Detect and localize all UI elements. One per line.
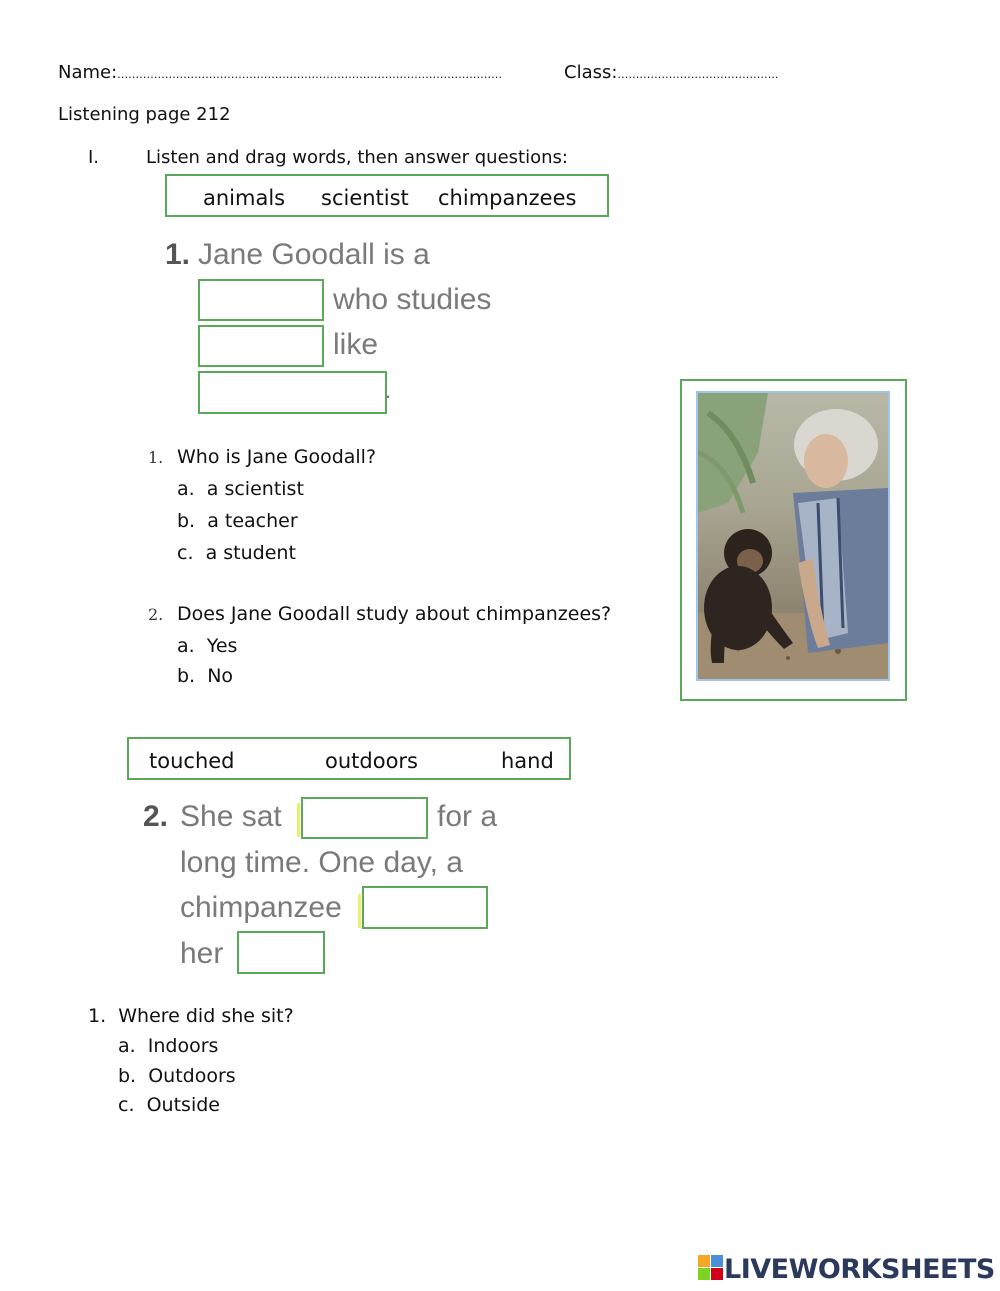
drop-box-4[interactable] xyxy=(301,797,428,839)
q3-option-a[interactable]: a. Indoors xyxy=(118,1035,219,1057)
question-2-text: Does Jane Goodall study about chimpanzees? xyxy=(177,603,612,625)
word-bank-1 xyxy=(165,174,609,217)
goodall-chimp-photo xyxy=(696,391,890,681)
q3-option-c[interactable]: c. Outside xyxy=(118,1094,220,1116)
name-label: Name:…………………………………………………………………………………………… xyxy=(58,62,503,83)
question-3-number: 1. xyxy=(88,1005,107,1027)
drag-word-scientist[interactable]: scientist xyxy=(321,186,409,210)
q2-option-a[interactable]: a. Yes xyxy=(177,635,238,657)
question-3 xyxy=(88,1005,294,1027)
question-2-number: 2. xyxy=(148,605,164,624)
section-numeral: I. xyxy=(88,147,100,168)
photo-frame xyxy=(680,379,907,701)
class-label: Class:…………………………………….. xyxy=(564,62,779,83)
liveworksheets-logo: LIVEWORKSHEETS xyxy=(698,1254,995,1288)
drop-box-1[interactable] xyxy=(198,279,324,321)
passage-1-line1: Jane Goodall is a xyxy=(198,238,430,271)
passage-2-number: 2. xyxy=(143,800,169,833)
drag-word-touched[interactable]: touched xyxy=(149,749,235,773)
drop-box-5[interactable] xyxy=(362,886,488,929)
passage-1-number: 1. xyxy=(165,238,191,271)
page-subtitle: Listening page 212 xyxy=(58,104,231,125)
passage-2-line2: long time. One day, a xyxy=(180,846,463,879)
passage-2-line1-before: She sat xyxy=(180,800,282,833)
q3-option-b[interactable]: b. Outdoors xyxy=(118,1065,236,1087)
q1-option-c[interactable]: c. a student xyxy=(177,542,296,564)
passage-2-line1-after: for a xyxy=(437,800,498,833)
class-dots: …………………………………….. xyxy=(617,68,779,81)
question-1-number: 1. xyxy=(148,448,164,467)
question-3-text: Where did she sit? xyxy=(118,1005,294,1027)
q1-option-a[interactable]: a. a scientist xyxy=(177,478,304,500)
drag-word-chimpanzees[interactable]: chimpanzees xyxy=(438,186,577,210)
drop-box-6[interactable] xyxy=(237,931,325,974)
drop-box-2[interactable] xyxy=(198,325,324,367)
question-1-text: Who is Jane Goodall? xyxy=(177,446,377,468)
logo-blocks-icon xyxy=(698,1255,724,1281)
passage-2-line4: her xyxy=(180,937,224,970)
name-dots: …………………………………………………………………………………………… xyxy=(117,68,503,81)
drop-box-3[interactable] xyxy=(198,371,387,414)
section-instruction: Listen and drag words, then answer questions: xyxy=(146,147,568,168)
passage-1-after-blank2: like xyxy=(333,328,379,361)
drag-word-outdoors[interactable]: outdoors xyxy=(325,749,418,773)
highlight-mark xyxy=(358,894,361,928)
drag-word-hand[interactable]: hand xyxy=(501,749,554,773)
q1-option-b[interactable]: b. a teacher xyxy=(177,510,298,532)
passage-2-line3: chimpanzee xyxy=(180,891,342,924)
passage-1-period: . xyxy=(385,378,392,403)
q2-option-b[interactable]: b. No xyxy=(177,665,234,687)
highlight-mark xyxy=(297,803,300,837)
drag-word-animals[interactable]: animals xyxy=(203,186,286,210)
word-bank-2 xyxy=(127,737,571,780)
passage-1-after-blank1: who studies xyxy=(333,283,492,316)
